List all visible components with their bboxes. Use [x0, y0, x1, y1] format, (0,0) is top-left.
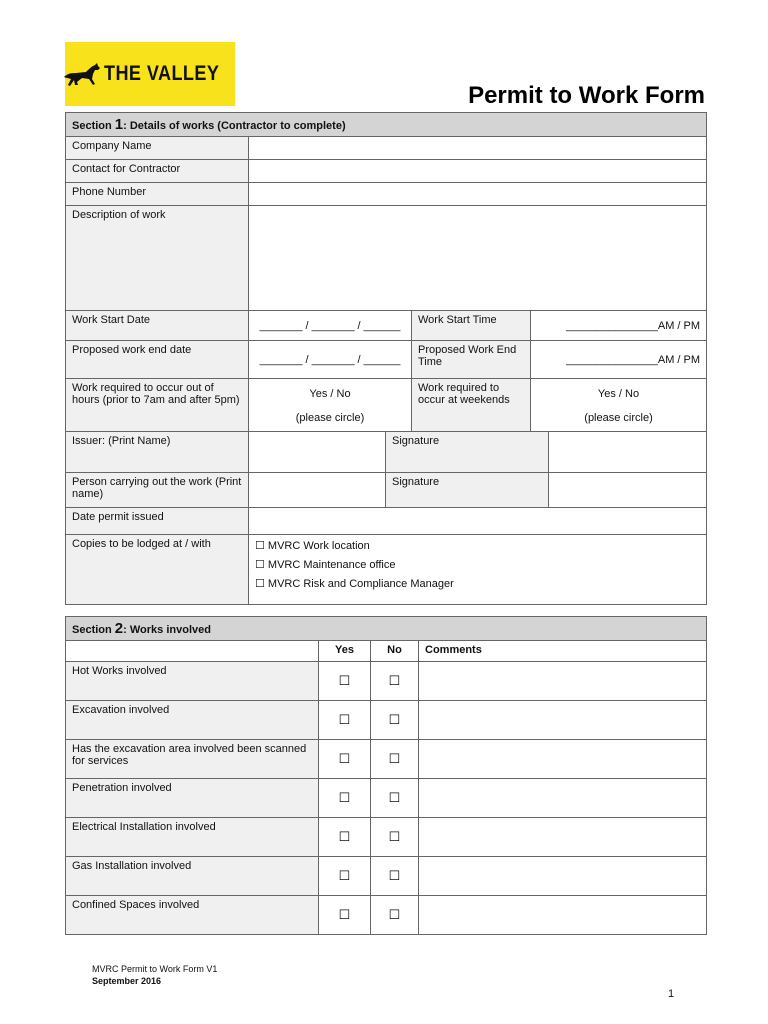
- date-issued-field[interactable]: [249, 508, 707, 535]
- phone-label: Phone Number: [66, 183, 249, 206]
- section2-header: Section 2: Works involved: [66, 617, 707, 641]
- row-label-hot-works: Hot Works involved: [66, 662, 319, 701]
- weekends-label: Work required to occur at weekends: [412, 379, 531, 432]
- page-title: Permit to Work Form: [468, 82, 705, 109]
- company-name-field[interactable]: [249, 137, 707, 160]
- scanned-comments-field[interactable]: [419, 740, 707, 779]
- issuer-signature-label: Signature: [386, 432, 549, 473]
- comments-column-header: Comments: [419, 641, 707, 662]
- confined-spaces-comments-field[interactable]: [419, 896, 707, 935]
- copies-option-maintenance-office[interactable]: ☐ MVRC Maintenance office: [255, 559, 396, 571]
- yes-no-text: Yes / No: [309, 388, 351, 400]
- gas-no-checkbox[interactable]: ☐: [371, 857, 419, 896]
- row-label-electrical: Electrical Installation involved: [66, 818, 319, 857]
- blank-header-cell: [66, 641, 319, 662]
- penetration-yes-checkbox[interactable]: ☐: [319, 779, 371, 818]
- yes-column-header: Yes: [319, 641, 371, 662]
- person-field[interactable]: [249, 473, 386, 508]
- start-date-label: Work Start Date: [66, 311, 249, 341]
- person-signature-label: Signature: [386, 473, 549, 508]
- electrical-comments-field[interactable]: [419, 818, 707, 857]
- page-number: 1: [668, 988, 675, 1000]
- end-time-field[interactable]: _______________AM / PM: [531, 341, 707, 379]
- issuer-field[interactable]: [249, 432, 386, 473]
- confined-spaces-yes-checkbox[interactable]: ☐: [319, 896, 371, 935]
- copies-label: Copies to be lodged at / with: [66, 535, 249, 605]
- end-date-field[interactable]: _______ / _______ / ______: [249, 341, 412, 379]
- table-row: [66, 740, 707, 779]
- hot-works-no-checkbox[interactable]: ☐: [371, 662, 419, 701]
- electrical-yes-checkbox[interactable]: ☐: [319, 818, 371, 857]
- table-row: [66, 779, 707, 818]
- table-row: [66, 701, 707, 740]
- copies-option-risk-manager[interactable]: ☐ MVRC Risk and Compliance Manager: [255, 578, 454, 590]
- no-column-header: No: [371, 641, 419, 662]
- table-row: [66, 818, 707, 857]
- section1-table: [65, 112, 707, 605]
- company-logo: [65, 42, 235, 106]
- footer-date: September 2016: [92, 976, 162, 986]
- phone-field[interactable]: [249, 183, 707, 206]
- person-label: Person carrying out the work (Print name): [66, 473, 249, 508]
- section1-header: Section 1: Details of works (Contractor to complete): [66, 113, 707, 137]
- footer-form-name: MVRC Permit to Work Form V1: [92, 964, 218, 974]
- person-signature-field[interactable]: [549, 473, 707, 508]
- end-date-label: Proposed work end date: [66, 341, 249, 379]
- penetration-no-checkbox[interactable]: ☐: [371, 779, 419, 818]
- yes-no-text: Yes / No: [597, 388, 640, 400]
- out-of-hours-label: Work required to occur out of hours (prior to 7am and after 5pm): [66, 379, 249, 432]
- row-label-scanned: Has the excavation area involved been scanned for services: [66, 740, 319, 779]
- row-label-excavation: Excavation involved: [66, 701, 319, 740]
- confined-spaces-no-checkbox[interactable]: ☐: [371, 896, 419, 935]
- start-date-field[interactable]: _______ / _______ / ______: [249, 311, 412, 341]
- table-row: [66, 857, 707, 896]
- excavation-no-checkbox[interactable]: ☐: [371, 701, 419, 740]
- contact-label: Contact for Contractor: [66, 160, 249, 183]
- row-label-confined-spaces: Confined Spaces involved: [66, 896, 319, 935]
- electrical-no-checkbox[interactable]: ☐: [371, 818, 419, 857]
- gas-yes-checkbox[interactable]: ☐: [319, 857, 371, 896]
- description-label: Description of work: [66, 206, 249, 311]
- description-field[interactable]: [249, 206, 707, 311]
- company-name-label: Company Name: [66, 137, 249, 160]
- out-of-hours-field[interactable]: [249, 379, 412, 432]
- penetration-comments-field[interactable]: [419, 779, 707, 818]
- table-row: [66, 896, 707, 935]
- issuer-label: Issuer: (Print Name): [66, 432, 249, 473]
- copies-option-work-location[interactable]: ☐ MVRC Work location: [255, 540, 370, 552]
- end-time-label: Proposed Work End Time: [412, 341, 531, 379]
- logo-text: THE VALLEY: [103, 62, 220, 85]
- table-row: [66, 662, 707, 701]
- copies-field: [249, 535, 707, 605]
- hot-works-yes-checkbox[interactable]: ☐: [319, 662, 371, 701]
- excavation-comments-field[interactable]: [419, 701, 707, 740]
- please-circle-text: (please circle): [295, 412, 365, 424]
- please-circle-text: (please circle): [584, 412, 653, 424]
- row-label-gas: Gas Installation involved: [66, 857, 319, 896]
- excavation-yes-checkbox[interactable]: ☐: [319, 701, 371, 740]
- row-label-penetration: Penetration involved: [66, 779, 319, 818]
- start-time-field[interactable]: _______________AM / PM: [531, 311, 707, 341]
- hot-works-comments-field[interactable]: [419, 662, 707, 701]
- scanned-no-checkbox[interactable]: ☐: [371, 740, 419, 779]
- weekends-field[interactable]: [531, 379, 707, 432]
- footer: [92, 963, 217, 987]
- section2-table: [65, 616, 707, 935]
- scanned-yes-checkbox[interactable]: ☐: [319, 740, 371, 779]
- start-time-label: Work Start Time: [412, 311, 531, 341]
- date-issued-label: Date permit issued: [66, 508, 249, 535]
- horse-icon: [62, 61, 102, 87]
- contact-field[interactable]: [249, 160, 707, 183]
- issuer-signature-field[interactable]: [549, 432, 707, 473]
- gas-comments-field[interactable]: [419, 857, 707, 896]
